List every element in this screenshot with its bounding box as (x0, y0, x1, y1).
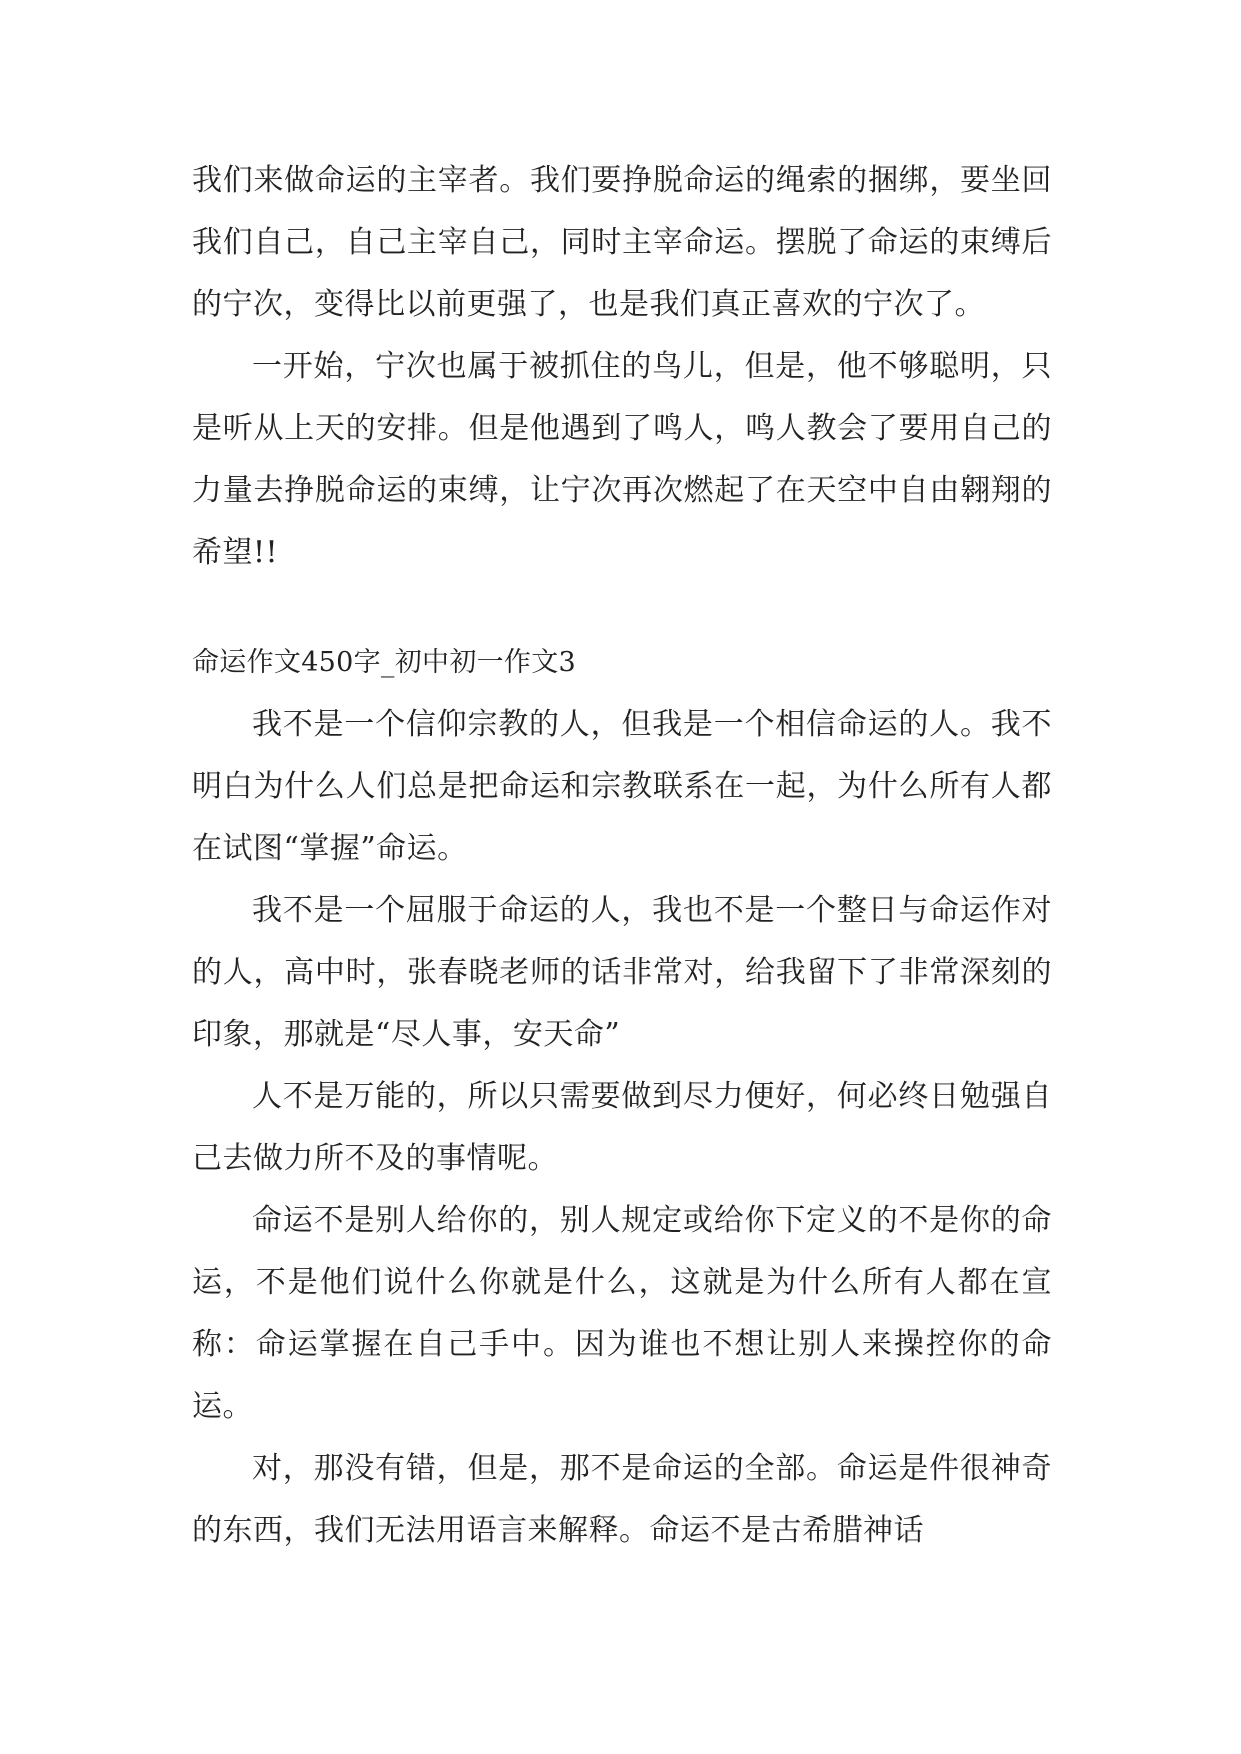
paragraph-5: 人不是万能的，所以只需要做到尽力便好，何必终日勉强自己去做力所不及的事情呢。 (192, 1079, 1052, 1176)
paragraph-3: 我不是一个信仰宗教的人，但我是一个相信命运的人。我不明白为什么人们总是把命运和宗教联系在一起，为什么所有人都在试图“掌握”命运。 (192, 707, 1052, 866)
paragraph-1: 我们来做命运的主宰者。我们要挣脱命运的绳索的捆绑，要坐回我们自己，自己主宰自己，同时主宰命运。摆脱了命运的束缚后的宁次，变得比以前更强了，也是我们真正喜欢的宁次了。 (192, 163, 1052, 322)
document-body (192, 150, 1052, 1562)
paragraph-2: 一开始，宁次也属于被抓住的鸟儿，但是，他不够聪明，只是听从上天的安排。但是他遇到了鸣人，鸣人教会了要用自己的力量去挣脱命运的束缚，让宁次再次燃起了在天空中自由翱翔的希望!! (192, 349, 1052, 570)
paragraph-4: 我不是一个屈服于命运的人，我也不是一个整日与命运作对的人，高中时，张春晓老师的话非常对，给我留下了非常深刻的印象，那就是“尽人事，安天命” (192, 893, 1052, 1052)
section-heading: 命运作文450字_初中初一作文3 (192, 647, 577, 678)
paragraph-7: 对，那没有错，但是，那不是命运的全部。命运是件很神奇的东西，我们无法用语言来解释。命运不是古希腊神话 (192, 1451, 1052, 1548)
paragraph-6: 命运不是别人给你的，别人规定或给你下定义的不是你的命运，不是他们说什么你就是什么，这就是为什么所有人都在宣称：命运掌握在自己手中。因为谁也不想让别人来操控你的命运。 (192, 1203, 1052, 1424)
